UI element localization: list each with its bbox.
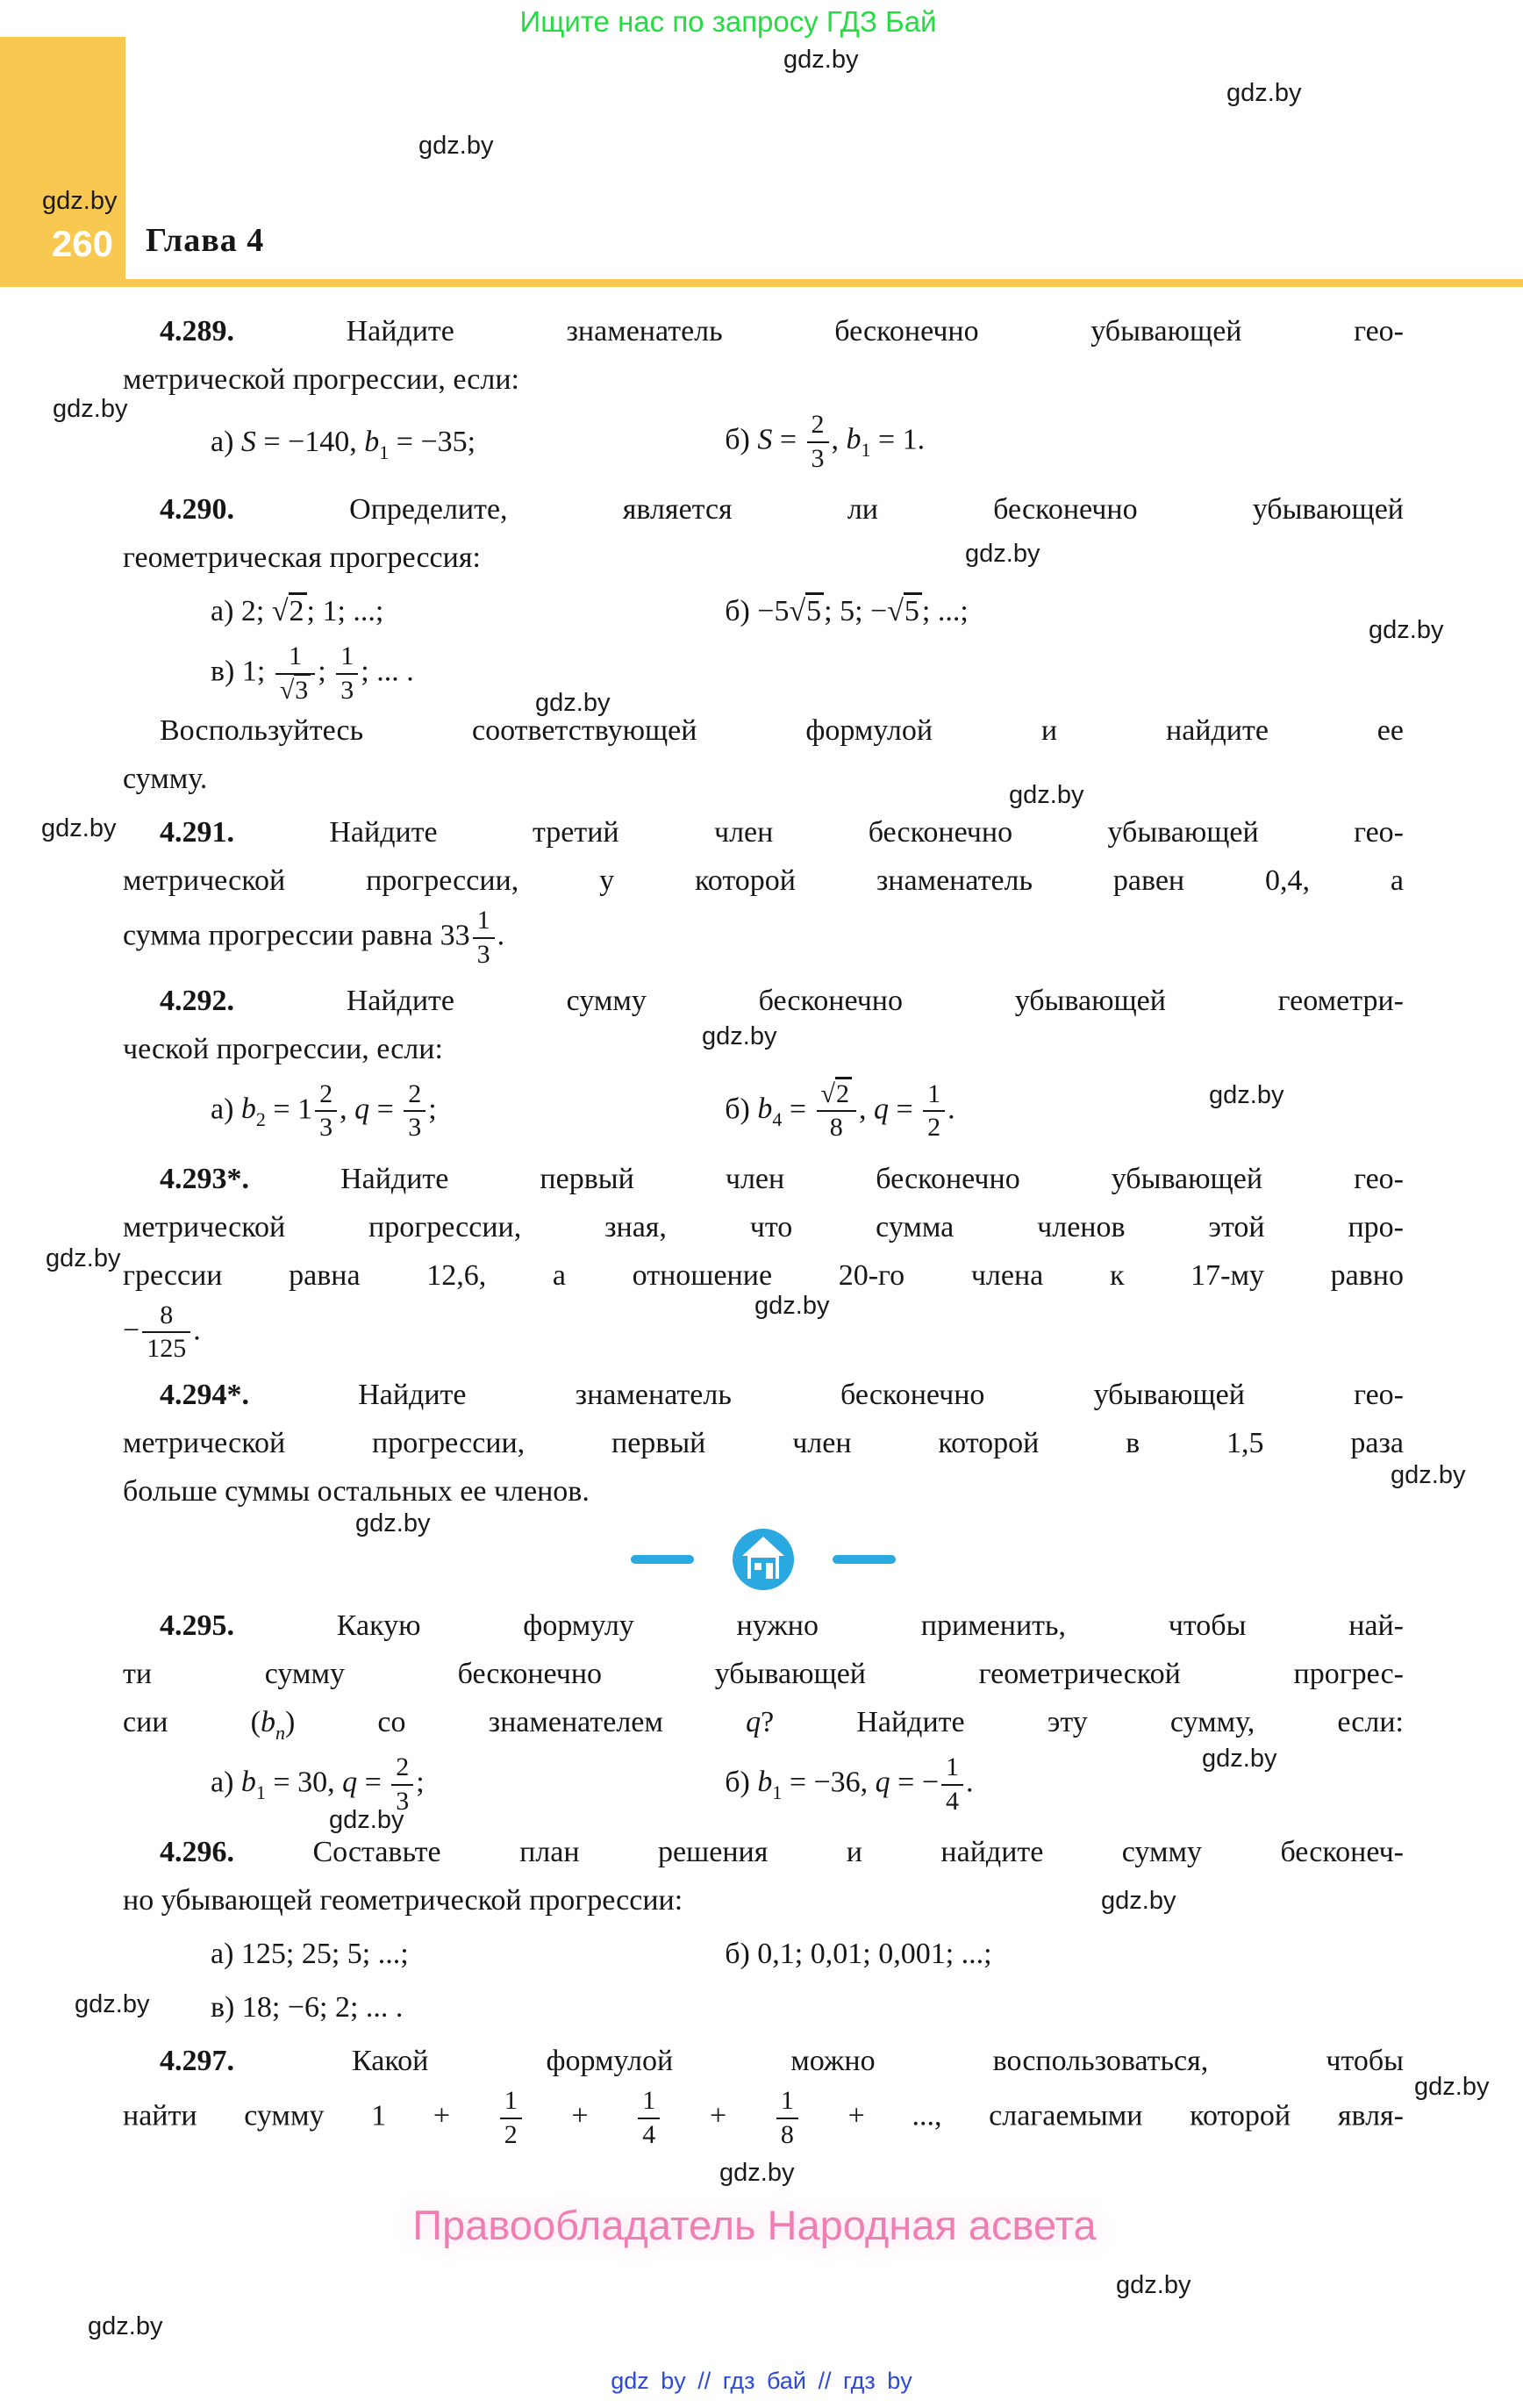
text-line: в) 1; $\frac{1}{√3}$ ; $\frac{1}{3}$ ; ... . [123, 641, 1404, 706]
fraction: $\frac{1}{3}$ [333, 641, 361, 706]
fraction: $\frac{1}{8}$ [774, 2085, 801, 2151]
gdz-watermark: gdz.by [1369, 616, 1444, 644]
problem-4.291 [123, 808, 1404, 971]
item-b: б) −5√5; 5; −√5; ...; [725, 587, 1404, 635]
gdz-watermark: gdz.by [75, 1990, 150, 2018]
gdz-watermark: gdz.by [42, 187, 118, 215]
item-row [123, 582, 1404, 641]
math-variable: $b_1$ [757, 1766, 783, 1804]
gdz-watermark: gdz.by [53, 395, 128, 423]
math-variable: $b_n$ [260, 1705, 285, 1744]
section-divider [123, 1521, 1404, 1598]
problem-4.295 [123, 1602, 1404, 1823]
gdz-watermark: gdz.by [418, 132, 494, 160]
gdz-watermark: gdz.by [719, 2159, 795, 2187]
math-variable: S [240, 426, 256, 459]
problem-number: 4.293*. [160, 1162, 249, 1195]
math-variable: $b_1$ [240, 1766, 266, 1804]
page-number: 260 [51, 223, 113, 264]
text-line: сии $(b_n)$ со знаменателем q? Найдите эту сумму, если: [123, 1705, 1404, 1744]
gdz-watermark: gdz.by [702, 1022, 777, 1050]
gdz-watermark: gdz.by [754, 1292, 830, 1320]
fraction: $\frac{1}{2}$ [920, 1079, 947, 1144]
item-a: а) S = −140, $b_1 = -35$; [211, 426, 476, 464]
text-line: 4.293*. Найдите первый член бесконечно убывающей гео- [160, 1162, 1404, 1195]
problem-number: 4.290. [160, 493, 234, 527]
fraction: $\frac{2}{3}$ [312, 1079, 340, 1144]
math-variable: q [875, 1766, 890, 1799]
text-line: грессии равна 12,6, а отношение 20-го члена к 17-му равно [123, 1258, 1404, 1292]
text-line: сумма прогрессии равна 33 $\frac{1}{3}$ . [123, 905, 1404, 971]
text-line: 4.296. Составьте план решения и найдите сумму бесконеч- [160, 1836, 1404, 1869]
text-line: Воспользуйтесь соответствующей формулой и найдите ее [160, 714, 1404, 748]
problem-4.292 [123, 977, 1404, 1150]
gdz-watermark: gdz.by [46, 1244, 121, 1272]
gdz-watermark: gdz.by [965, 540, 1040, 568]
item-b: б) $b_1 = -36$, q = − $\frac{1}{4}$ . [725, 1752, 1404, 1817]
item-a: а) $b_2 = 1$ $\frac{2}{3}$ , q = $\frac{2}{3}$ ; [123, 1079, 725, 1144]
problem-number: 4.291. [160, 816, 234, 849]
gdz-watermark: gdz.by [1101, 1887, 1176, 1915]
sqrt: √5 [887, 592, 922, 627]
problem-number: 4.289. [160, 315, 234, 348]
gdz-watermark: gdz.by [1414, 2073, 1490, 2101]
math-variable: $b_1$ [364, 426, 390, 464]
problem-4.289 [123, 307, 1404, 480]
gdz-watermark: gdz.by [1209, 1081, 1284, 1109]
sqrt: √3 [280, 673, 311, 705]
problems-column [123, 307, 1404, 2156]
gdz-watermark: gdz.by [1116, 2271, 1191, 2299]
home-icon [731, 1527, 796, 1592]
copyright-notice: Правообладатель Народная асвета [412, 2202, 1097, 2248]
text-line: 4.290. Определите, является ли бесконечно убывающей [160, 493, 1404, 527]
math-variable: $b_4$ [757, 1092, 783, 1130]
problem-4.296 [123, 1828, 1404, 2032]
fraction: $\frac{1}{2}$ [497, 2085, 525, 2151]
sqrt: √2 [272, 592, 307, 627]
fraction: $\frac{2}{3}$ [401, 1079, 428, 1144]
problem-number: 4.296. [160, 1836, 234, 1869]
fraction: $\frac{2}{3}$ [804, 409, 832, 475]
problem-number: 4.297. [160, 2045, 234, 2078]
gdz-watermark: gdz.by [355, 1509, 431, 1537]
footer-links[interactable]: gdz by // гдз бай // гдз by [611, 2368, 912, 2394]
problem-number: 4.292. [160, 984, 234, 1017]
text-line: ти сумму бесконечно убывающей геометрической прогрес- [123, 1657, 1404, 1690]
problem-number: 4.295. [160, 1609, 234, 1642]
fraction: $\frac{1}{√3}$ [273, 641, 318, 706]
math-variable: q [354, 1092, 370, 1125]
item-b: б) $b_4$ = $\frac{√2}{8}$ , q = $\frac{1}{2}$ . [725, 1079, 1404, 1144]
text-line: 4.291. Найдите третий член бесконечно убывающей гео- [160, 816, 1404, 849]
divider-dash [631, 1555, 694, 1564]
text-line: но убывающей геометрической прогрессии: [123, 1884, 683, 1917]
fraction: $\frac{2}{3}$ [389, 1752, 416, 1817]
item-b: б) 0,1; 0,01; 0,001; ...; [725, 1938, 992, 1971]
page-header-block [0, 37, 125, 281]
text-line: 4.294*. Найдите знаменатель бесконечно убывающей гео- [160, 1378, 1404, 1411]
text-line: найти сумму 1 + $\frac{1}{2}$ + $\frac{1}{4}$ + $\frac{1}{8}$ + ..., слагаемыми которой явля- [123, 2085, 1404, 2151]
gdz-watermark: gdz.by [535, 689, 611, 717]
math-variable: $b_2$ [240, 1092, 266, 1130]
item-a: а) 125; 25; 5; ...; [211, 1938, 409, 1971]
gdz-watermark: gdz.by [1009, 781, 1084, 809]
item-row [123, 1924, 1404, 1983]
fraction: $\frac{1}{4}$ [939, 1752, 966, 1817]
text-line: метрической прогрессии, первый член которой в 1,5 раза [123, 1426, 1404, 1459]
text-line: 4.297. Какой формулой можно воспользоваться, чтобы [160, 2045, 1404, 2078]
math-variable: q [873, 1092, 889, 1125]
math-variable: S [757, 423, 773, 456]
item-a: а) 2; √2; 1; ...; [123, 587, 725, 635]
divider-dash [833, 1555, 896, 1564]
math-variable: q [746, 1705, 762, 1738]
text-line: в) 18; −6; 2; ... . [211, 1991, 404, 2025]
fraction: $\frac{8}{125}$ [139, 1300, 193, 1365]
problem-4.290 [123, 485, 1404, 803]
fraction: $\frac{1}{3}$ [470, 905, 497, 971]
fraction: $\frac{1}{4}$ [635, 2085, 662, 2151]
math-variable: q [342, 1766, 358, 1799]
item-row [123, 404, 1404, 480]
text-line: 4.289. Найдите знаменатель бесконечно убывающей гео- [160, 315, 1404, 348]
item-b: б) S = $\frac{2}{3}$ , $b_1 = 1$. [725, 409, 1404, 475]
header-rule [0, 279, 1523, 287]
fraction: $\frac{√2}{8}$ [814, 1079, 859, 1144]
text-line: больше суммы остальных ее членов. [123, 1474, 590, 1508]
text-line: − $\frac{8}{125}$ . [123, 1300, 1404, 1365]
text-line: метрической прогрессии, если: [123, 363, 519, 396]
text-line: геометрическая прогрессия: [123, 541, 481, 575]
problem-4.294 [123, 1371, 1404, 1516]
text-line: ческой прогрессии, если: [123, 1032, 443, 1065]
problem-4.293 [123, 1155, 1404, 1365]
sqrt: √2 [821, 1077, 852, 1108]
text-line: 4.292. Найдите сумму бесконечно убывающей геометри- [160, 984, 1404, 1017]
text-line: 4.295. Какую формулу нужно применить, чтобы най- [160, 1609, 1404, 1642]
text-line: метрической прогрессии, зная, что сумма членов этой про- [123, 1210, 1404, 1243]
gdz-watermark: gdz.by [1202, 1745, 1277, 1773]
gdz-watermark: gdz.by [783, 46, 859, 74]
text-line: сумму. [123, 763, 208, 796]
chapter-title: Глава 4 [146, 222, 265, 259]
gdz-watermark: gdz.by [1391, 1461, 1466, 1489]
gdz-watermark: gdz.by [329, 1806, 404, 1834]
text-line: метрической прогрессии, у которой знаменатель равен 0,4, а [123, 864, 1404, 898]
problem-number: 4.294*. [160, 1378, 249, 1411]
gdz-watermark: gdz.by [88, 2312, 163, 2340]
problem-4.297 [123, 2037, 1404, 2151]
item-a: а) $b_1 = 30$, q = $\frac{2}{3}$ ; [123, 1752, 725, 1817]
sqrt: √5 [789, 592, 824, 627]
gdz-watermark: gdz.by [1226, 79, 1302, 107]
promo-banner: Ищите нас по запросу ГДЗ Бай [519, 5, 937, 38]
math-variable: $b_1$ [846, 423, 871, 462]
gdz-watermark: gdz.by [41, 814, 117, 842]
